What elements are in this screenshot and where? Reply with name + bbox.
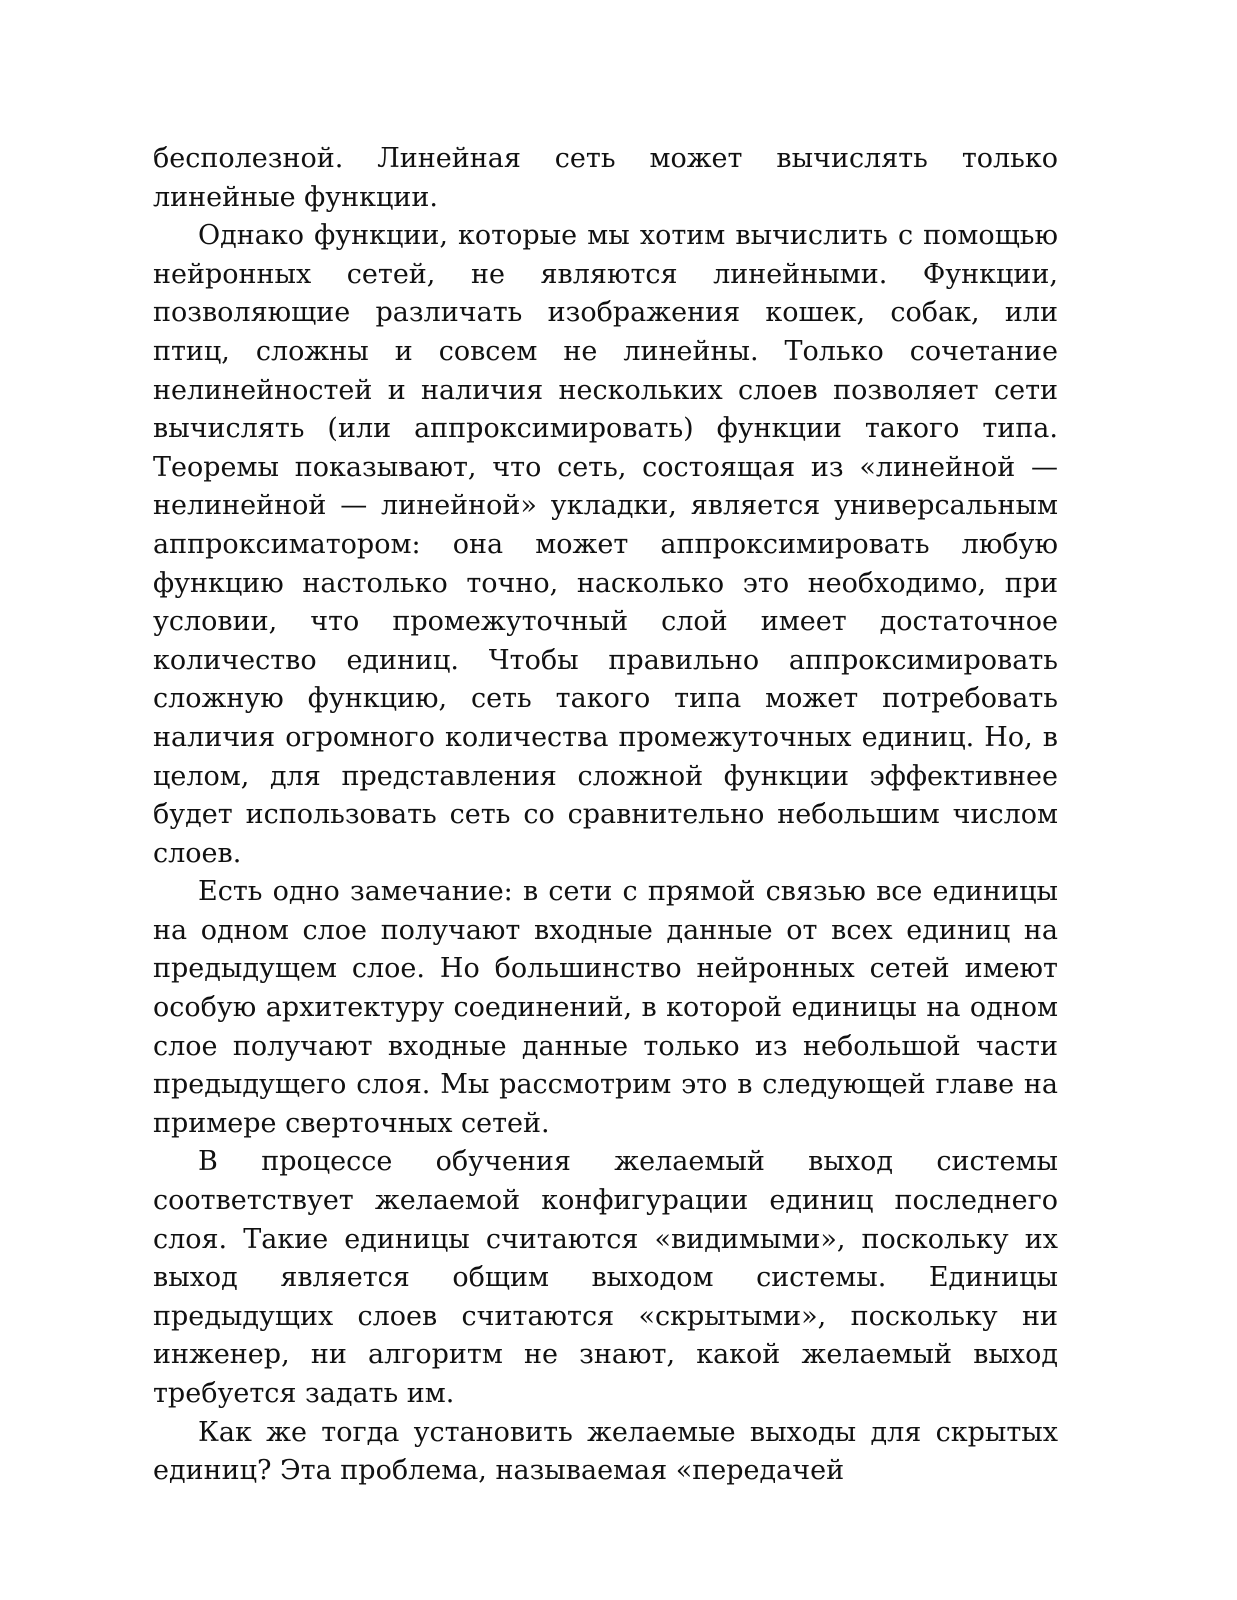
page-body (153, 140, 1058, 1491)
paragraph-4: В процессе обучения желаемый выход системы соответствует желаемой конфигурации единиц последнего слоя. Такие единицы считаются «видимыми», поскольку их выход является общим выходом системы. Единицы предыдущих слоев считаются «скрытыми», поскольку ни инженер, ни алгоритм не знают, какой желаемый выход требуется задать им. (153, 1146, 1058, 1409)
paragraph-3: Есть одно замечание: в сети с прямой связью все единицы на одном слое получают входные данные от всех единиц на предыдущем слое. Но большинство нейронных сетей имеют особую архитектуру соединений, в которой единицы на одном слое получают входные данные только из небольшой части предыдущего слоя. Мы рассмотрим это в следующей главе на примере сверточных сетей. (153, 876, 1058, 1139)
paragraph-1: бесполезной. Линейная сеть может вычислять только линейные функции. (153, 143, 1058, 213)
paragraph-5: Как же тогда установить желаемые выходы для скрытых единиц? Эта проблема, называемая «передачей (153, 1416, 1058, 1487)
paragraph-2: Однако функции, которые мы хотим вычислить с помощью нейронных сетей, не являются линейными. Функции, позволяющие различать изображения кошек, собак, или птиц, сложны и совсем не линейны. Только сочетание нелинейностей и наличия нескольких слоев позволяет сети вычислять (или аппроксимировать) функции такого типа. Теоремы показывают, что сеть, состоящая из «линейной — нелинейной — линейной» укладки, является универсальным аппроксиматором: она может аппроксимировать любую функцию настолько точно, насколько это необходимо, при условии, что промежуточный слой имеет достаточное количество единиц. Чтобы правильно аппроксимировать сложную функцию, сеть такого типа может потребовать наличия огромного количества промежуточных единиц. Но, в целом, для представления сложной функции эффективнее будет использовать сеть со сравнительно небольшим числом слоев. (153, 220, 1058, 869)
